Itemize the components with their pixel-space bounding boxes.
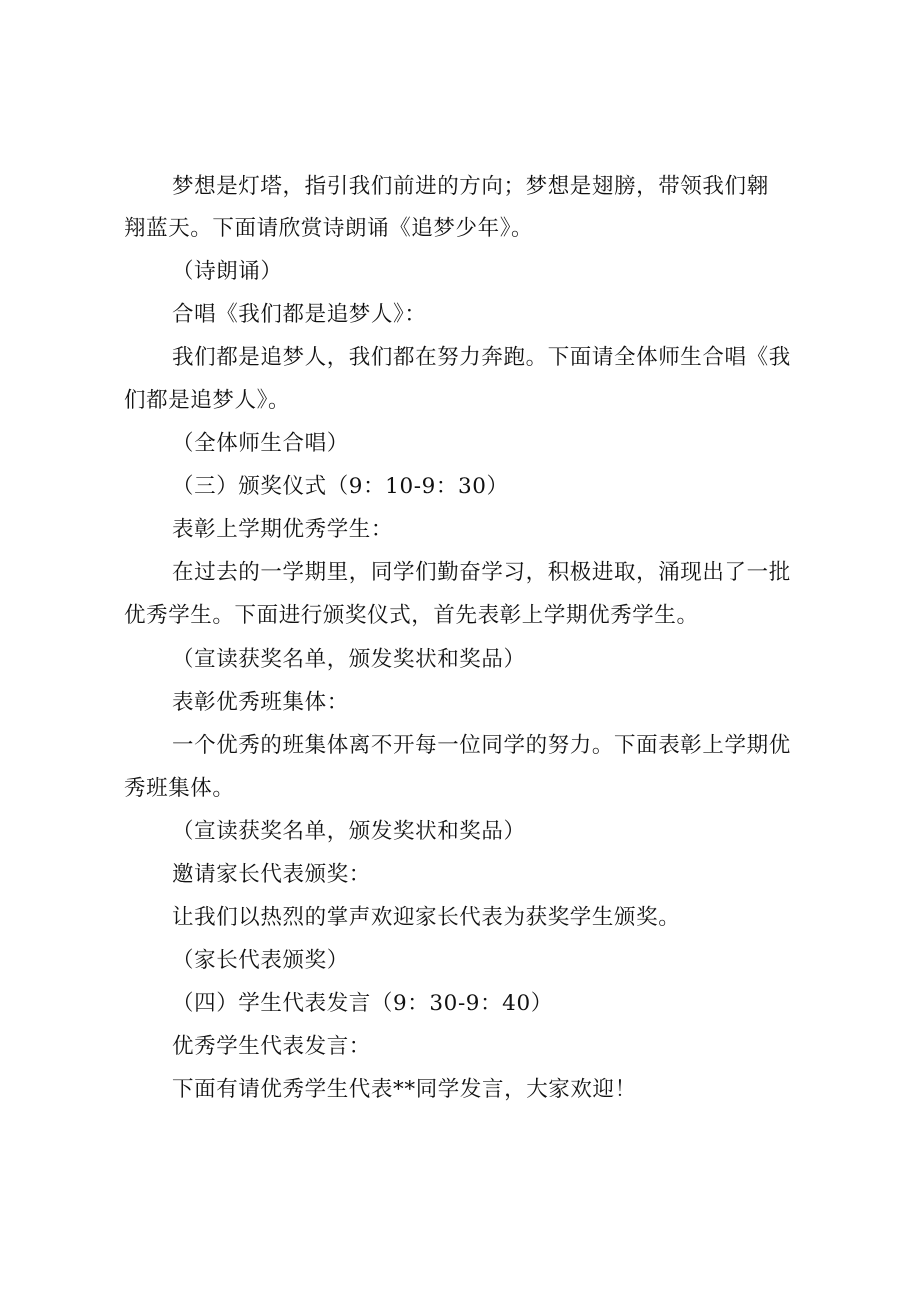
paragraph-class-line-1: 一个优秀的班集体离不开每一位同学的努力。下面表彰上学期优: [172, 733, 791, 758]
section-speech-title: 优秀学生代表发言：: [172, 1034, 371, 1059]
paragraph-dream-line-1: 梦想是灯塔，指引我们前进的方向；梦想是翅膀，带领我们翱: [172, 174, 769, 199]
stage-direction-award-2: （宣读获奖名单，颁发奖状和奖品）: [172, 819, 526, 844]
paragraph-students-line-2: 优秀学生。下面进行颁奖仪式，首先表彰上学期优秀学生。: [124, 603, 699, 628]
paragraph-chorus-line-1: 我们都是追梦人，我们都在努力奔跑。下面请全体师生合唱《我: [172, 345, 791, 370]
stage-direction-poem: （诗朗诵）: [172, 259, 283, 284]
paragraph-dream-line-2: 翔蓝天。下面请欣赏诗朗诵《追梦少年》。: [124, 216, 534, 241]
stage-direction-chorus: （全体师生合唱）: [172, 431, 349, 456]
paragraph-class-line-2: 秀班集体。: [124, 776, 235, 801]
section-chorus-title: 合唱《我们都是追梦人》：: [172, 302, 427, 327]
section-students-title: 表彰上学期优秀学生：: [172, 517, 394, 542]
section-parents-title: 邀请家长代表颁奖：: [172, 862, 371, 887]
paragraph-students-line-1: 在过去的一学期里，同学们勤奋学习，积极进取，涌现出了一批: [172, 560, 791, 585]
paragraph-chorus-line-2: 们都是追梦人》。: [124, 388, 291, 413]
stage-direction-award-1: （宣读获奖名单，颁发奖状和奖品）: [172, 647, 526, 672]
section-heading-speech: （四）学生代表发言（9：30-9：40）: [172, 991, 553, 1016]
stage-direction-parents: （家长代表颁奖）: [172, 948, 349, 973]
paragraph-speech: 下面有请优秀学生代表**同学发言，大家欢迎！: [172, 1077, 637, 1102]
section-class-title: 表彰优秀班集体：: [172, 690, 349, 715]
paragraph-parents: 让我们以热烈的掌声欢迎家长代表为获奖学生颁奖。: [172, 905, 681, 930]
section-heading-award: （三）颁奖仪式（9：10-9：30）: [172, 474, 509, 499]
